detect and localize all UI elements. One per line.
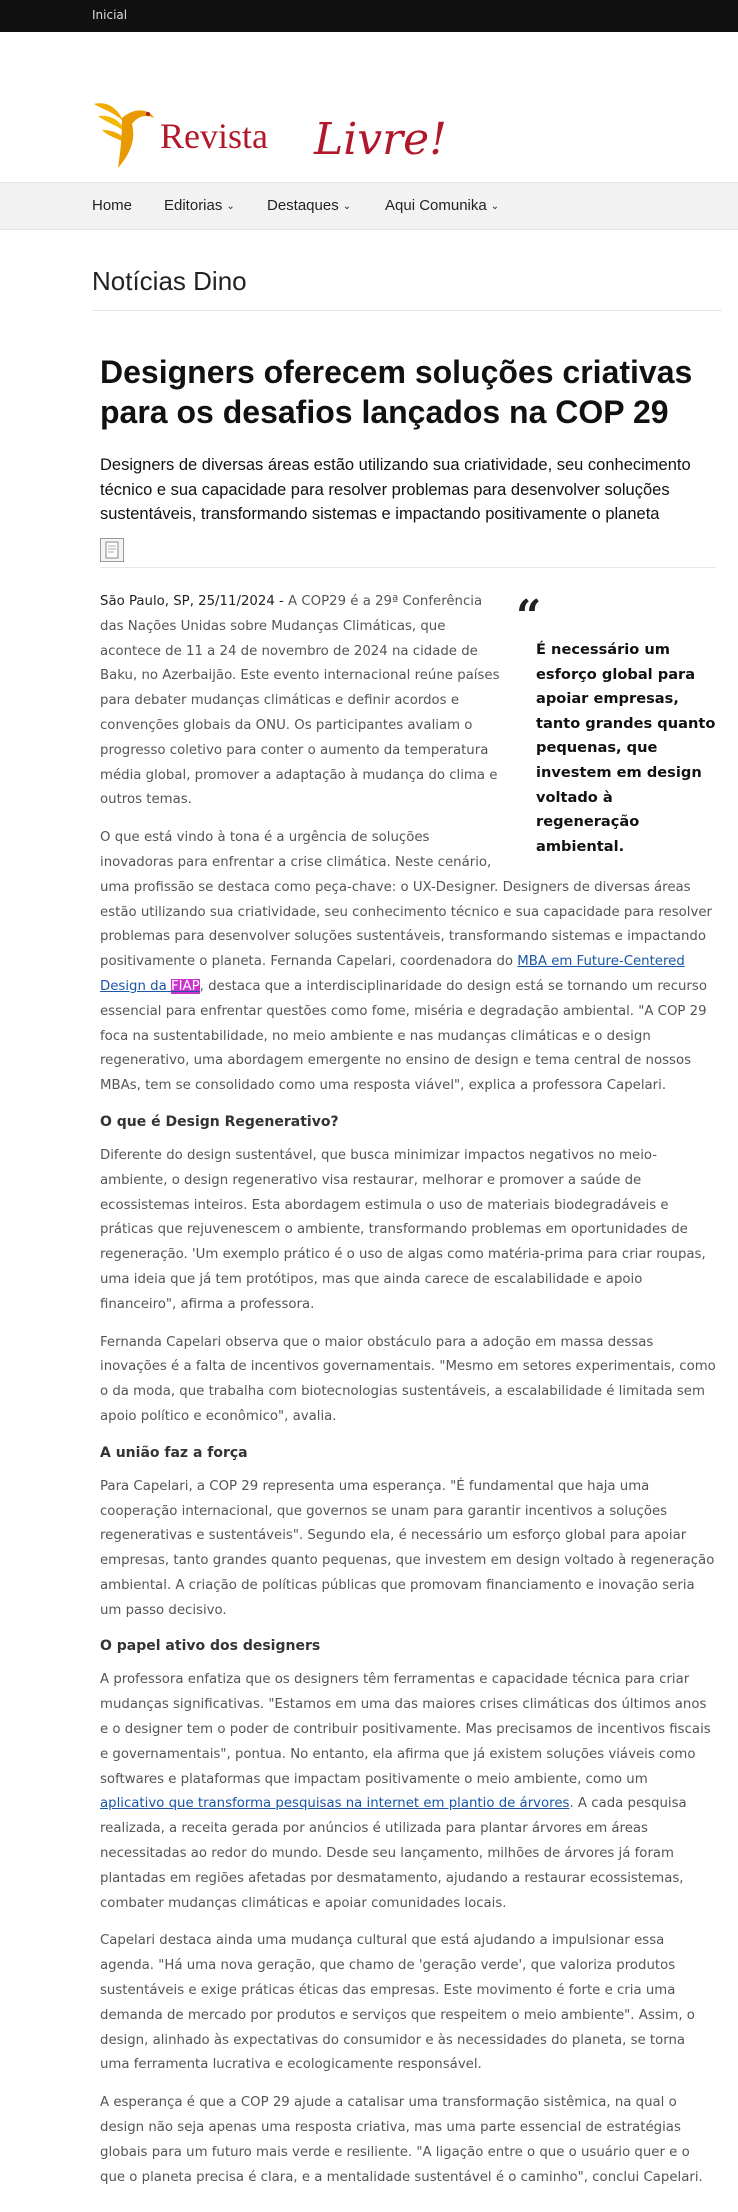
- subheading-regenerative: O que é Design Regenerativo?: [100, 1113, 339, 1130]
- chevron-down-icon: ⌄: [226, 201, 235, 212]
- chevron-down-icon: ⌄: [490, 201, 500, 212]
- brand-header: [0, 32, 738, 182]
- document-icon[interactable]: [100, 538, 124, 562]
- nav-editorias[interactable]: [164, 197, 235, 214]
- paragraph-6-text-b: . A cada pesquisa realizada, a receita gerada por anúncios é utilizada para plantar árvores em áreas necessitadas ao redor do mundo. Desde seu lançamento, milhões de árvores já foram plantadas em regiões afetadas por desmatamento, ajudando a restaurar ecossistemas, combater mudanças climáticas e apoiar comunidades locais.: [100, 1796, 687, 1911]
- quote-icon: “: [516, 591, 542, 642]
- top-bar: [0, 0, 738, 32]
- page-title: Notícias Dino: [92, 266, 247, 296]
- subheading-designers-role: O papel ativo dos designers: [100, 1638, 321, 1655]
- mba-link-text: MBA em Future-Centered Design da: [100, 954, 685, 994]
- brand-name-2: Livre!: [314, 114, 447, 165]
- nav-destaques-label: Destaques: [267, 197, 339, 214]
- paragraph-2-text-b: , destaca que a interdisciplinaridade do design está se tornando um recurso essencial para enfrentar questões como fome, miséria e degradação ambiental. "A COP 29 foca na sustentabilidade, no meio ambiente e nas mudanças climáticas e o design regenerativo, uma abordagem emergente no ensino de design e tema central de nossos MBAs, tem se consolidado como uma resposta viável", explica a professora Capelari.: [100, 978, 707, 1094]
- nav-destaques[interactable]: [267, 197, 351, 214]
- paragraph-8: A esperança é que a COP 29 ajude a catalisar uma transformação sistêmica, na qual o design não seja apenas uma resposta criativa, mas uma parte essencial de estratégias globais para um futuro mais verde e resiliente. "A ligação entre o que o usuário quer e o que o planeta precisa é clara, e a mentalidade sustentável é o caminho", conclui Capelari.: [100, 2095, 703, 2185]
- nav-home[interactable]: [92, 197, 132, 214]
- chevron-down-icon: ⌄: [342, 201, 352, 212]
- nav-aqui-comunika[interactable]: [385, 197, 499, 214]
- title-divider: [92, 310, 722, 311]
- article-headline: Designers oferecem soluções criativas para os desafios lançados na COP 29: [100, 354, 693, 430]
- paragraph-4: Fernanda Capelari observa que o maior obstáculo para a adoção em massa dessas inovações é a falta de incentivos governamentais. "Mesmo em setores experimentais, como o da moda, que trabalha com biotecnologias sustentáveis, a escalabilidade é limitada sem apoio político e econômico", avalia.: [100, 1334, 716, 1424]
- pull-quote: [516, 591, 716, 859]
- fiap-highlight: FIAP: [170, 978, 200, 994]
- subheading-union: A união faz a força: [100, 1444, 248, 1461]
- paragraph-6: [100, 1668, 716, 1916]
- paragraph-7: Capelari destaca ainda uma mudança cultural que está ajudando a impulsionar essa agenda. "Há uma nova geração, que chamo de 'geração verde', que valoriza produtos sustentáveis e exige práticas éticas das empresas. Este movimento é forte e cria uma demanda de mercado por produtos e serviços que respeitem o meio ambiente". Assim, o design, alinhado às expectativas do consumidor e às necessidades do planeta, se torna uma ferramenta lucrativa e ecologicamente responsável.: [100, 1933, 695, 2073]
- pull-quote-text: É necessário um esforço global para apoiar empresas, tanto grandes quanto pequenas, que investem em design voltado à regeneração ambiental.: [536, 641, 716, 855]
- paragraph-6-text-a: A professora enfatiza que os designers têm ferramentas e capacidade técnica para criar mudanças significativas. "Estamos em uma das maiores crises climáticas dos últimos anos e o designer tem o poder de contribuir positivamente. Mas precisamos de incentivos fiscais e governamentais", pontua. No entanto, ela afirma que já existem soluções viáveis como softwares e plataformas que impactam positivamente o meio ambiente, como um: [100, 1672, 711, 1787]
- app-link[interactable]: aplicativo que transforma pesquisas na internet em plantio de árvores: [100, 1796, 570, 1812]
- paragraph-1-text: A COP29 é a 29ª Conferência das Nações Unidas sobre Mudanças Climáticas, que acontece de 11 a 24 de novembro de 2024 na cidade de Baku, no Azerbaijão. Este evento internacional reúne países para debater mudanças climáticas e definir acordos e convenções globais da ONU. Os participantes avaliam o progresso coletivo para conter o aumento da temperatura média global, promover a adaptação à mudança do clima e outros temas.: [100, 594, 500, 808]
- nav-editorias-label: Editorias: [164, 197, 223, 214]
- deck-divider: [100, 567, 716, 568]
- nav-aqui-comunika-label: Aqui Comunika: [385, 197, 487, 214]
- dateline: São Paulo, SP, 25/11/2024 -: [100, 594, 284, 609]
- brand-name-1: Revista: [160, 116, 268, 156]
- paragraph-3: Diferente do design sustentável, que busca minimizar impactos negativos no meio-ambiente, o design regenerativo visa restaurar, melhorar e promover a saúde de ecossistemas inteiros. Esta abordagem estimula o uso de materiais biodegradáveis e práticas que rejuvenescem o ambiente, transformando problemas em oportunidades de regeneração. 'Um exemplo prático é o uso de algas como matéria-prima para criar roupas, uma ideia que já tem protótipos, mas que ainda carece de escalabilidade e apoio financeiro", afirma a professora.: [100, 1147, 706, 1312]
- home-top-link[interactable]: Inicial: [92, 8, 128, 22]
- article-deck: Designers de diversas áreas estão utilizando sua criatividade, seu conhecimento técnico e sua capacidade para resolver problemas para desenvolver soluções sustentáveis, transformando sistemas e impactando positivamente o planeta: [100, 456, 691, 523]
- paragraph-2-text-a: O que está vindo à tona é a urgência de soluções inovadoras para enfrentar a crise climática. Neste cenário, uma profissão se destaca como peça-chave: o UX-Designer. Designers de diversas áreas estão utilizando sua criatividade, seu conhecimento técnico e sua capacidade para resolver problemas para desenvolver soluções sustentáveis, transformando sistemas e impactando positivamente o planeta. Fernanda Capelari, coordenadora do: [100, 830, 712, 970]
- main-nav: [0, 182, 738, 230]
- paragraph-5: Para Capelari, a COP 29 representa uma esperança. "É fundamental que haja uma cooperação internacional, que governos se unam para garantir incentivos a soluções regenerativas e sustentáveis". Segundo ela, é necessário um esforço global para apoiar empresas, tanto grandes quanto pequenas, que investem em design voltado à regeneração ambiental. A criação de políticas públicas que promovam financiamento e inovação seria um passo decisivo.: [100, 1478, 715, 1618]
- paragraph-2: [100, 826, 716, 1099]
- bird-icon: [94, 103, 154, 168]
- site-logo[interactable]: [92, 92, 462, 172]
- article-body: [100, 590, 716, 2203]
- nav-home-label: Home: [92, 197, 133, 214]
